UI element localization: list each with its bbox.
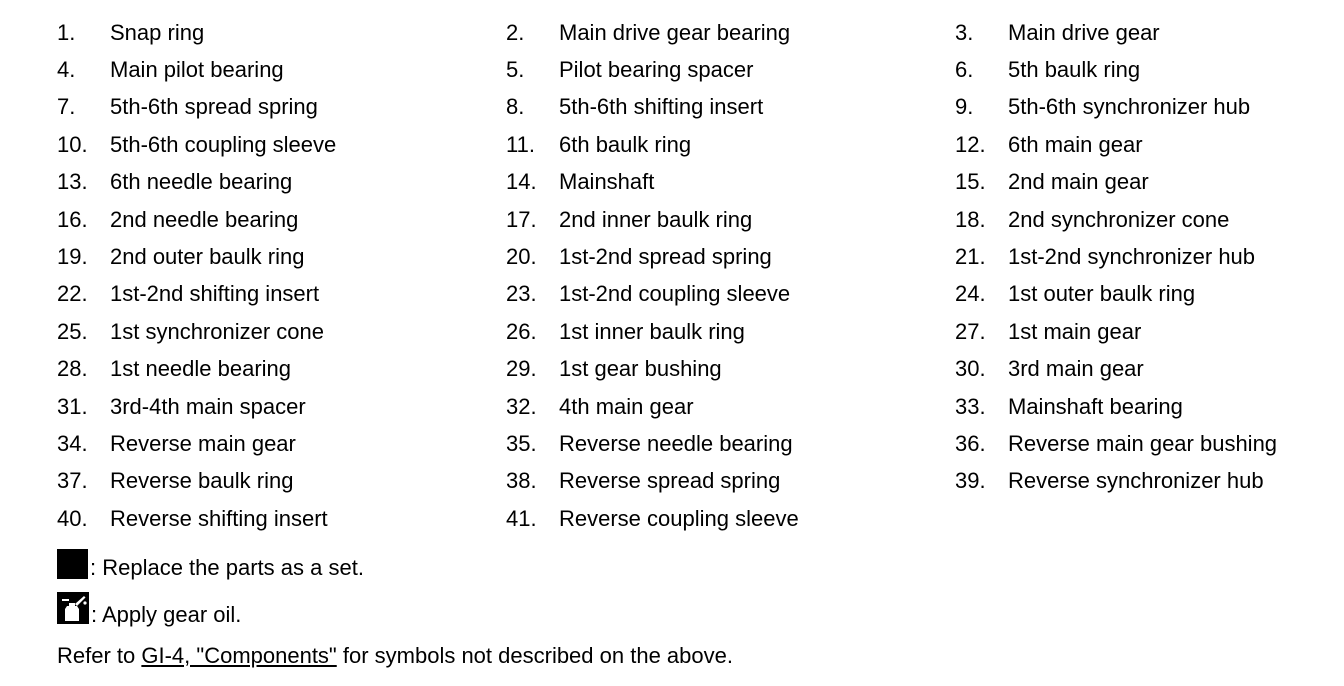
part-number: 4. [57,57,76,83]
part-number: 7. [57,94,76,120]
part-item [57,351,506,388]
part-name: Reverse shifting insert [110,505,328,531]
reference-note [57,645,733,667]
part-item [506,164,955,201]
part-name: 6th needle bearing [110,169,293,195]
part-name: 3rd-4th main spacer [110,393,306,419]
part-name: 1st gear bushing [559,356,722,382]
part-item [57,276,506,313]
oil-can-icon [57,592,89,624]
part-number: 2. [506,19,525,45]
part-name: Pilot bearing spacer [559,57,754,83]
part-number: 37. [57,468,88,494]
part-number: 29. [506,356,537,382]
part-item [506,425,955,462]
part-item [955,89,1337,126]
part-name: Reverse main gear bushing [1008,430,1278,456]
components-link[interactable]: GI-4, "Components" [141,643,337,668]
part-item [57,201,506,238]
part-number: 30. [955,356,986,382]
part-item [955,51,1337,88]
part-number: 14. [506,169,537,195]
part-number: 41. [506,505,537,531]
part-name: Mainshaft [559,169,655,195]
part-number: 38. [506,468,537,494]
part-number: 16. [57,206,88,232]
part-item [955,126,1337,163]
part-item [506,351,955,388]
part-name: 6th baulk ring [559,131,692,157]
part-item [955,276,1337,313]
part-item [506,238,955,275]
part-name: 2nd inner baulk ring [559,206,753,232]
part-item [955,463,1337,500]
part-item [955,425,1337,462]
part-number: 17. [506,206,537,232]
part-name: 1st-2nd coupling sleeve [559,281,791,307]
part-name: Main drive gear [1008,19,1160,45]
part-item [57,425,506,462]
part-number: 12. [955,131,986,157]
part-item [506,463,955,500]
part-number: 10. [57,131,88,157]
part-item [506,89,955,126]
part-name: Reverse spread spring [559,468,781,494]
part-item [506,126,955,163]
part-name: 1st synchronizer cone [110,318,324,344]
part-item [57,500,506,537]
part-item [955,201,1337,238]
black-square-icon [57,549,88,579]
part-name: 1st inner baulk ring [559,318,745,344]
part-number: 13. [57,169,88,195]
part-item [506,51,955,88]
part-number: 39. [955,468,986,494]
part-item [57,126,506,163]
part-name: Main pilot bearing [110,57,284,83]
part-number: 23. [506,281,537,307]
part-number: 31. [57,393,88,419]
part-name: 4th main gear [559,393,694,419]
legend-replace-set [57,549,364,579]
part-number: 32. [506,393,537,419]
part-item [57,463,506,500]
part-name: Snap ring [110,19,205,45]
part-name: Reverse needle bearing [559,430,793,456]
part-name: Reverse synchronizer hub [1008,468,1264,494]
part-item [955,388,1337,425]
part-name: Reverse coupling sleeve [559,505,799,531]
reference-prefix: Refer to [57,643,142,668]
part-name: 2nd outer baulk ring [110,244,305,270]
part-name: 1st main gear [1008,318,1142,344]
part-number: 26. [506,318,537,344]
part-number: 40. [57,505,88,531]
part-item [506,313,955,350]
part-name: 1st-2nd spread spring [559,244,772,270]
part-name: 5th-6th coupling sleeve [110,131,337,157]
part-item [57,51,506,88]
part-name: 5th-6th shifting insert [559,94,764,120]
part-number: 19. [57,244,88,270]
part-item [955,313,1337,350]
part-number: 33. [955,393,986,419]
part-item [57,14,506,51]
part-number: 8. [506,94,525,120]
part-number: 28. [57,356,88,382]
part-item [506,14,955,51]
part-item [57,164,506,201]
part-name: 1st needle bearing [110,356,292,382]
part-name: 3rd main gear [1008,356,1144,382]
legend-apply-oil-text: : Apply gear oil. [91,602,242,627]
part-item [506,388,955,425]
part-item [57,313,506,350]
part-number: 20. [506,244,537,270]
part-name: 6th main gear [1008,131,1143,157]
part-number: 25. [57,318,88,344]
part-number: 36. [955,430,986,456]
part-number: 6. [955,57,974,83]
part-item [506,276,955,313]
part-item [57,89,506,126]
part-item [506,201,955,238]
part-name: 1st-2nd shifting insert [110,281,320,307]
part-name: 5th-6th spread spring [110,94,318,120]
legend-replace-set-text: : Replace the parts as a set. [90,555,364,580]
part-name: Reverse main gear [110,430,296,456]
part-number: 18. [955,206,986,232]
part-number: 15. [955,169,986,195]
part-number: 22. [57,281,88,307]
part-item [955,164,1337,201]
part-number: 24. [955,281,986,307]
part-number: 27. [955,318,986,344]
part-item [57,238,506,275]
part-name: 2nd main gear [1008,169,1149,195]
part-name: Main drive gear bearing [559,19,791,45]
part-name: 5th-6th synchronizer hub [1008,94,1251,120]
reference-suffix: for symbols not described on the above. [336,643,733,668]
part-name: 2nd needle bearing [110,206,299,232]
part-name: Mainshaft bearing [1008,393,1183,419]
legend-apply-oil [57,594,241,626]
part-item [955,14,1337,51]
part-item [955,351,1337,388]
part-number: 11. [506,131,535,157]
part-name: 1st outer baulk ring [1008,281,1196,307]
parts-list [57,14,1337,537]
part-number: 35. [506,430,537,456]
part-name: 5th baulk ring [1008,57,1141,83]
part-number: 21. [955,244,986,270]
part-name: 2nd synchronizer cone [1008,206,1230,232]
part-number: 5. [506,57,525,83]
part-number: 9. [955,94,974,120]
part-number: 34. [57,430,88,456]
part-item [57,388,506,425]
part-number: 3. [955,19,974,45]
part-item [955,238,1337,275]
part-name: 1st-2nd synchronizer hub [1008,244,1256,270]
part-item [506,500,955,537]
part-name: Reverse baulk ring [110,468,294,494]
part-number: 1. [57,19,76,45]
